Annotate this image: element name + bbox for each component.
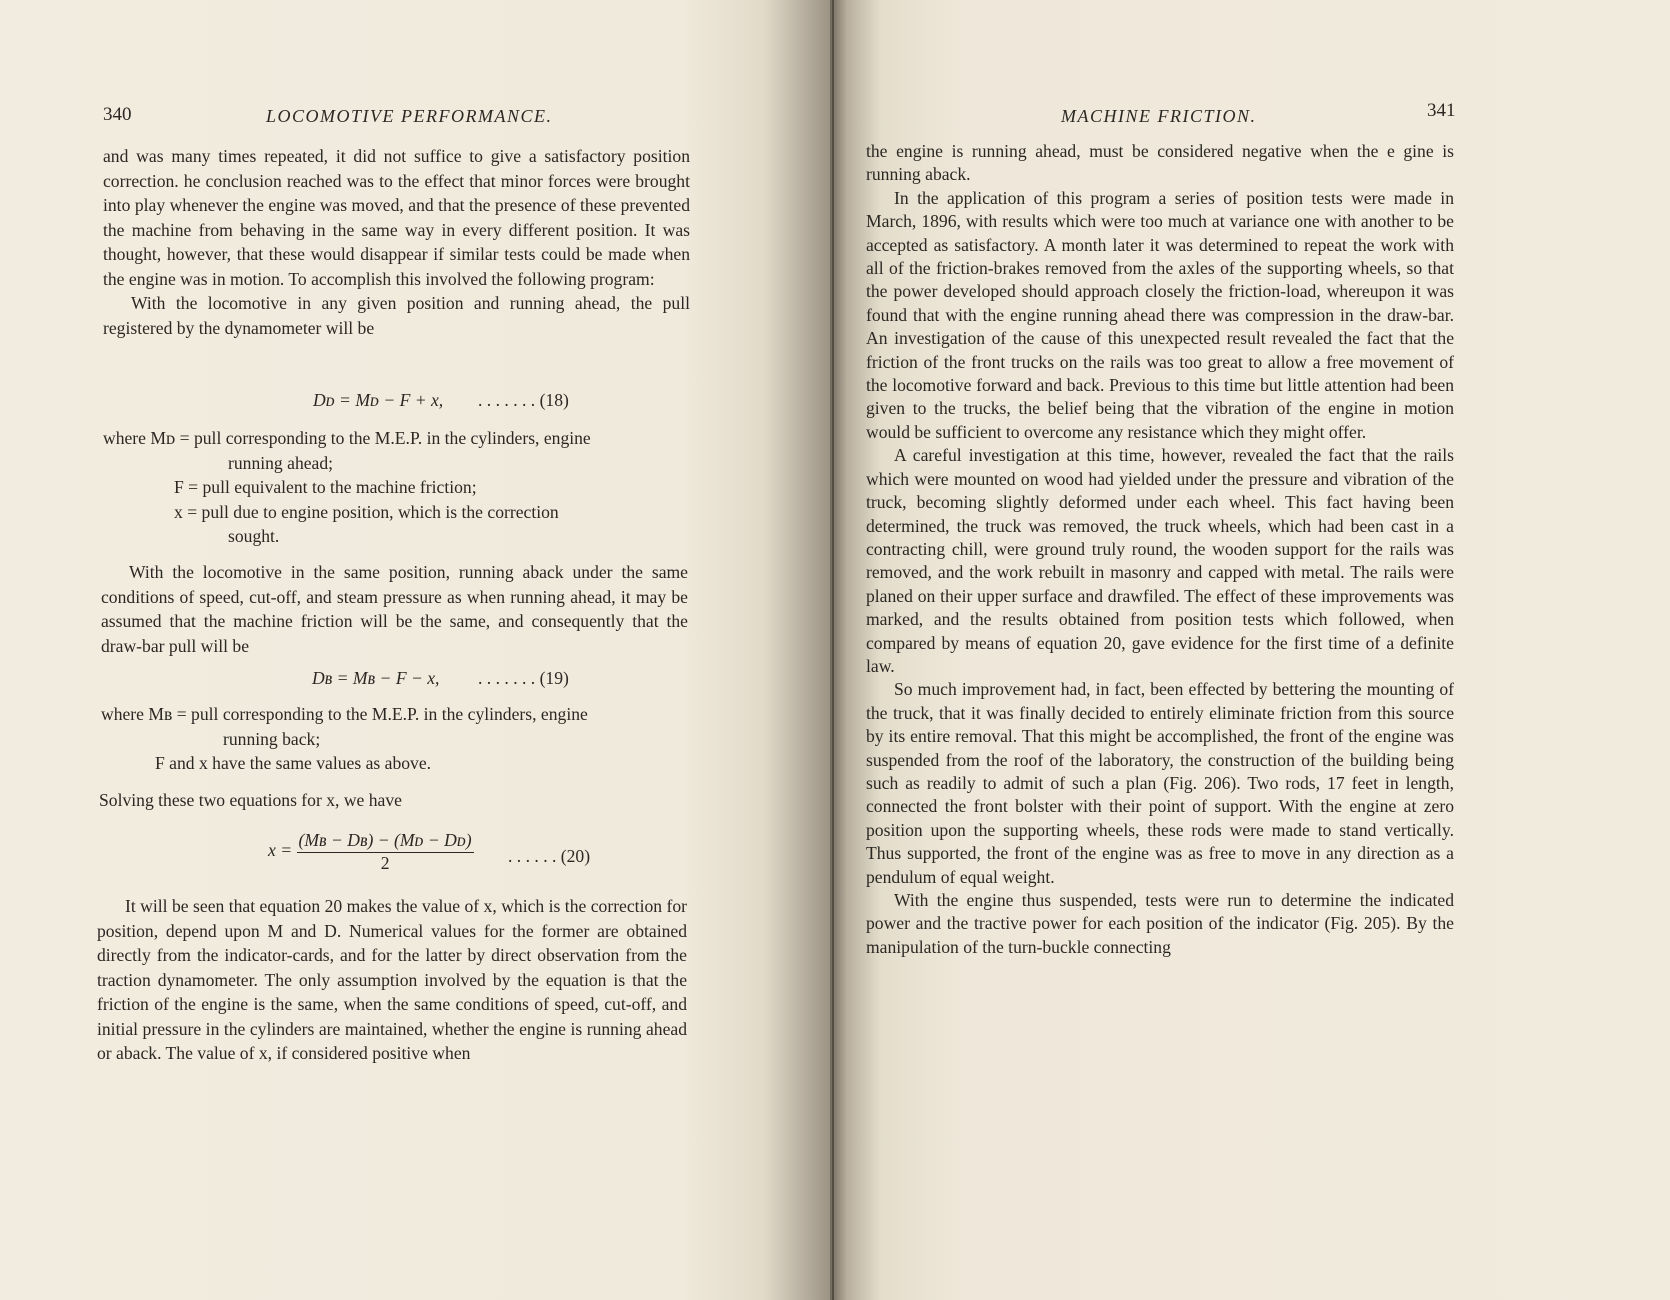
left-page (0, 0, 830, 1300)
definitions-18 (103, 426, 693, 549)
equation-text: Dʙ = Mʙ − F − x, (312, 668, 440, 688)
equation-18 (313, 390, 443, 411)
left-column-bottom (97, 894, 687, 1066)
equation-number: . . . . . . . (18) (478, 390, 569, 410)
definition-line: F = pull equivalent to the machine friction; (174, 477, 477, 497)
paragraph: So much improvement had, in fact, been effected by bettering the mounting of the truck, that it was finally decided to entirely eliminate friction from this source by its entire removal. That this might be accomplished, the front of the engine was suspended from the roof of the laboratory, the construction of the building being such as readily to admit of such a plan (Fig. 206). Two rods, 17 feet in length, connected the front bolster with their point of support. With the engine at zero position upon the supporting wheels, these rods were made to stand vertically. Thus supported, the front of the engine was as free to move in any direction as a pendulum of equal weight. (866, 679, 1454, 887)
paragraph: With the locomotive in the same position, running aback under the same conditions of speed, cut-off, and steam pressure as when running ahead, it may be assumed that the machine friction will be the same, and consequently that the draw-bar pull will be (101, 562, 688, 656)
definition-line: where Mʙ = pull corresponding to the M.E.P. in the cylinders, engine (101, 704, 588, 724)
paragraph: Solving these two equations for x, we have (99, 790, 402, 810)
definition-line: running ahead; (228, 452, 334, 473)
paragraph: In the application of this program a series of position tests were made in March, 1896, with results which were too much at variance one with another to be accepted as satisfactory. A month later it was determined to repeat the work with all of the friction-brakes removed from the axles of the supporting wheels, so that the power developed should approach closely the friction-load, whereupon it was found that with the engine running ahead there was compression in the draw-bar. An investigation of the cause of this unexpected result revealed the fact that the friction of the front trucks on the rails was too great to allow a free movement of the locomotive forward and back. Previous to this time but little attention had been given to the trucks, the belief being that the vibration of the engine in motion would be sufficient to overcome any resistance which they might offer. (866, 187, 1454, 442)
equation-19 (312, 668, 439, 689)
paragraph: and was many times repeated, it did not suffice to give a satisfactory position correction. he conclusion reached was to the effect that minor forces were brought into play whenever the engine was moved, and that the presence of these prevented the machine from behaving in the same way in every different position. It was thought, however, that these would disappear if similar tests could be made when the engine was in motion. To accomplish this involved the following program: (103, 146, 690, 289)
equation-number: . . . . . . (20) (508, 846, 591, 866)
book-gutter (832, 0, 834, 1300)
page-number: 340 (103, 104, 132, 125)
equation-text: Dᴅ = Mᴅ − F + x, (313, 390, 444, 410)
paragraph: the engine is running ahead, must be considered negative when the e gine is running aback. (866, 141, 1454, 185)
equation-lhs: x = (268, 840, 293, 861)
left-column-solve (99, 788, 689, 813)
paragraph: With the engine thus suspended, tests were run to determine the indicated power and the tractive power for each position of the indicator (Fig. 205). By the manipulation of the turn-buckle connecting (866, 890, 1454, 957)
equation-20 (268, 830, 474, 874)
paragraph: With the locomotive in any given position and running ahead, the pull registered by the dynamometer will be (103, 293, 690, 338)
denominator: 2 (380, 853, 390, 873)
page-number: 341 (1427, 100, 1456, 121)
definitions-19 (101, 702, 691, 776)
definition-line: sought. (228, 526, 280, 546)
paragraph: It will be seen that equation 20 makes the value of x, which is the correction for position, depend upon M and D. Numerical values for the former are obtained directly from the indicator-cards, and for the latter by direct observation from the traction dynamometer. The only assumption involved by the equation is that the friction of the engine is the same, when the same conditions of speed, cut-off, and initial pressure in the cylinders are maintained, whether the engine is running ahead or aback. The value of x, if considered positive when (97, 896, 687, 1063)
paragraph: A careful investigation at this time, however, revealed the fact that the rails which were mounted on wood had yielded under the pressure and vibration of the truck, becoming slightly deformed under each wheel. This fact having been determined, the truck was removed, the truck wheels, which had been cast in a contracting chill, were ground truly round, the wooden support for the rails was removed, and the work rebuilt in masonry and capped with metal. The rails were planed on their upper surface and drawfiled. The effect of these improvements was marked, and the results obtained from position tests which followed, when compared by means of equation 20, gave evidence for the first time of a definite law. (866, 445, 1454, 676)
numerator: (Mʙ − Dʙ) − (Mᴅ − Dᴅ) (297, 830, 474, 853)
left-column-mid (101, 560, 688, 658)
definition-line: where Mᴅ = pull corresponding to the M.E.P. in the cylinders, engine (103, 428, 591, 448)
definition-line: x = pull due to engine position, which is the correction (174, 501, 559, 522)
left-column-top (103, 144, 690, 340)
fraction (297, 830, 474, 874)
equation-number: . . . . . . . (19) (478, 668, 569, 688)
definition-line: F and x have the same values as above. (155, 753, 432, 773)
running-head: LOCOMOTIVE PERFORMANCE. (266, 106, 553, 126)
right-page (830, 0, 1670, 1300)
definition-line: running back; (223, 728, 321, 749)
running-head: MACHINE FRICTION. (1061, 106, 1257, 126)
right-column (866, 140, 1454, 959)
